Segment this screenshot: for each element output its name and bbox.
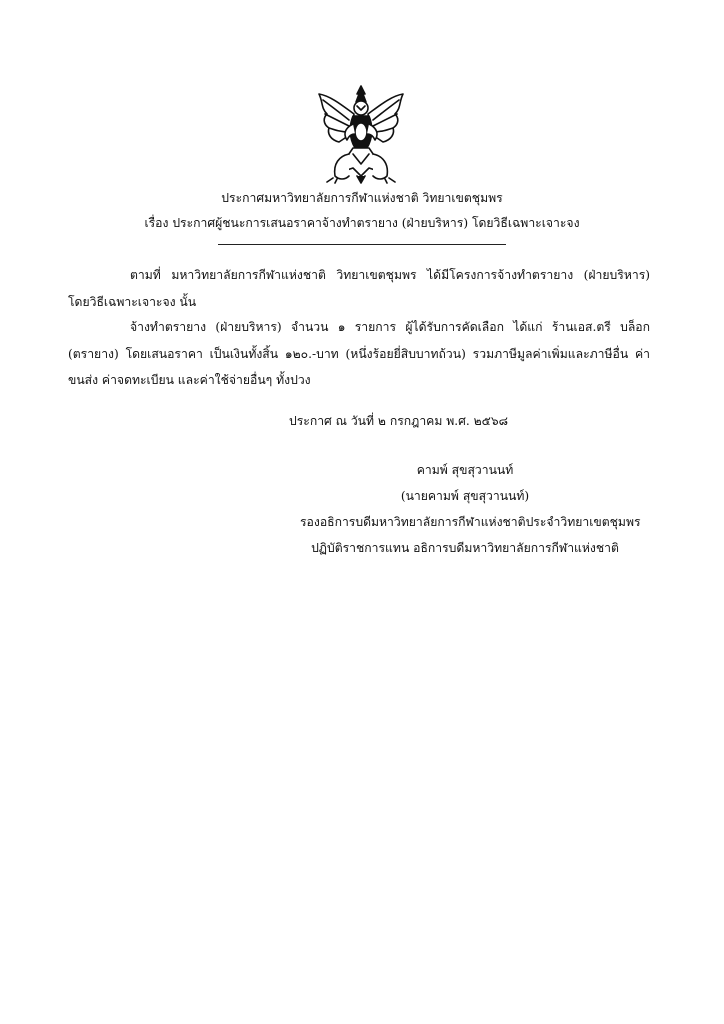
paragraph-2-line-2: (ตรายาง) โดยเสนอราคา เป็นเงินทั้งสิ้น ๑๒๐.-บาท (หนึ่งร้อยยี่สิบบาทถ้วน) รวมภาษีมูลค่าเพิ่มและภาษีอื่น ค่า — [68, 347, 650, 361]
signatory-full-name: (นายคามพ์ สุขสุวานนท์) — [400, 489, 530, 503]
paragraph-2-line-3: ขนส่ง ค่าจดทะเบียน และค่าใช้จ่ายอื่นๆ ทั้งปวง — [68, 373, 311, 387]
paragraph-1-line-1: ตามที่ มหาวิทยาลัยการกีฬาแห่งชาติ วิทยาเขตชุมพร ได้มีโครงการจ้างทำตรายาง (ฝ่ายบริหาร) — [130, 268, 650, 282]
announcement-title: ประกาศมหาวิทยาลัยการกีฬาแห่งชาติ วิทยาเขตชุมพร — [221, 191, 503, 205]
announcement-subject: เรื่อง ประกาศผู้ชนะการเสนอราคาจ้างทำตรายาง (ฝ่ายบริหาร) โดยวิธีเฉพาะเจาะจง — [144, 216, 580, 230]
signatory-acting-position: ปฏิบัติราชการแทน อธิการบดีมหาวิทยาลัยการกีฬาแห่งชาติ — [311, 541, 619, 555]
signature-name: คามพ์ สุขสุวานนท์ — [416, 463, 514, 477]
paragraph-2-line-1: จ้างทำตรายาง (ฝ่ายบริหาร) จำนวน ๑ รายการ ผู้ได้รับการคัดเลือก ได้แก่ ร้านเอส.ตรี บล็อก — [130, 320, 650, 334]
paragraph-1-line-2: โดยวิธีเฉพาะเจาะจง นั้น — [68, 295, 197, 309]
signatory-position: รองอธิการบดีมหาวิทยาลัยการกีฬาแห่งชาติประจำวิทยาเขตชุมพร — [300, 515, 641, 529]
announcement-date: ประกาศ ณ วันที่ ๒ กรกฎาคม พ.ศ. ๒๕๖๘ — [289, 414, 509, 428]
garuda-emblem-icon — [313, 84, 409, 184]
title-divider — [218, 244, 506, 245]
